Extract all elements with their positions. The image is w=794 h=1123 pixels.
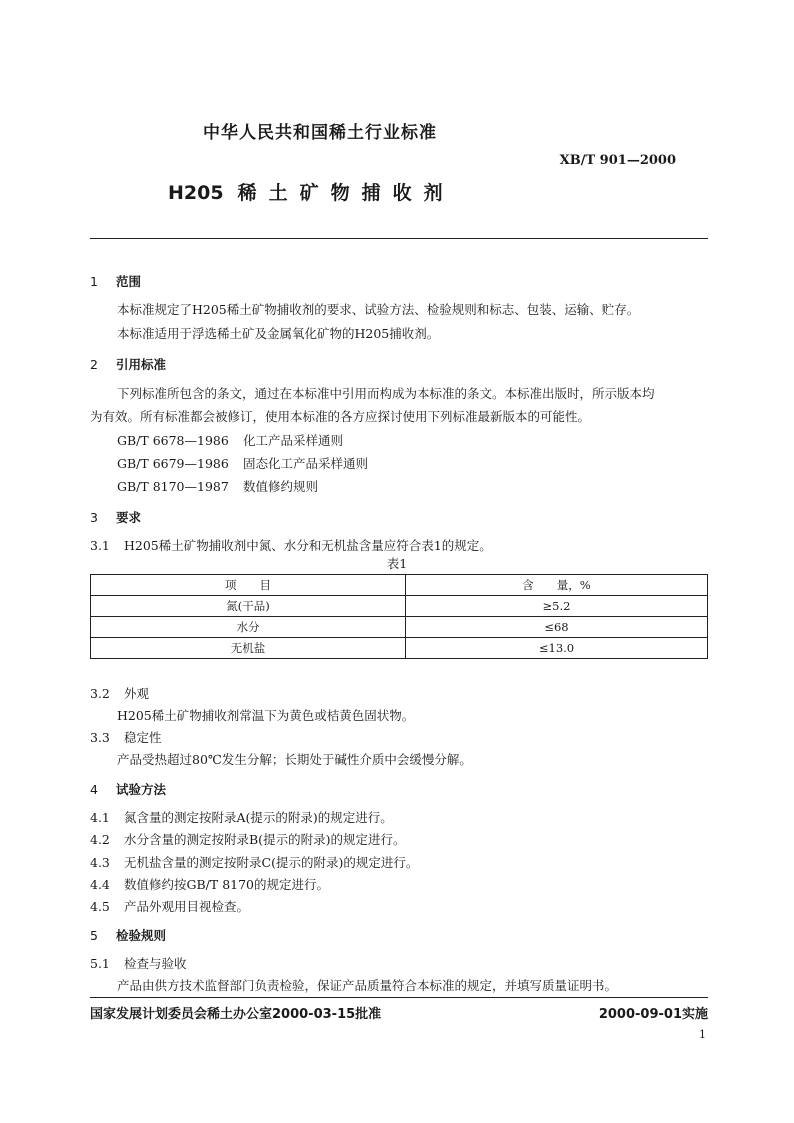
section-3-number: 3 (90, 510, 98, 525)
table-cell-value: ≤68 (406, 617, 708, 638)
section-4-number: 4 (90, 782, 98, 797)
clause-number: 4.1 (90, 810, 110, 825)
clause-number: 4.4 (90, 877, 110, 892)
section-3-title: 要求 (116, 510, 142, 525)
header-divider (90, 238, 708, 239)
clause-number: 5.1 (90, 956, 110, 971)
table-row (91, 617, 708, 638)
document-title-name: 稀土矿物捕收剂 (237, 182, 455, 204)
section-2-paragraph-line-1: 下列标准所包含的条文，通过在本标准中引用而构成为本标准的条文。本标准出版时，所示版本均 (117, 386, 655, 401)
clause-text: H205稀土矿物捕收剂中氮、水分和无机盐含量应符合表1的规定。 (124, 538, 492, 553)
table-header-item: 项 目 (91, 575, 406, 596)
reference-item (117, 477, 318, 495)
reference-code: GB/T 6679—1986 (117, 456, 229, 471)
reference-item (117, 454, 368, 472)
table-row (91, 638, 708, 659)
clause-5-1 (90, 954, 187, 972)
section-1-title: 范围 (116, 274, 142, 289)
clause-text: 水分含量的测定按附录B(提示的附录)的规定进行。 (124, 832, 406, 847)
clause-4-5 (90, 897, 249, 915)
section-4-heading (90, 780, 166, 798)
clause-number: 3.3 (90, 730, 110, 745)
clause-text: 数值修约按GB/T 8170的规定进行。 (124, 877, 330, 892)
section-2-paragraph-line-2: 为有效。所有标准都会被修订，使用本标准的各方应探讨使用下列标准最新版本的可能性。 (90, 409, 591, 424)
table-header-content: 含 量，% (406, 575, 708, 596)
table-header-row (91, 575, 708, 596)
section-1-number: 1 (90, 274, 98, 289)
section-2-title: 引用标准 (116, 357, 167, 372)
reference-title: 固态化工产品采样通则 (243, 456, 369, 471)
clause-3-2 (90, 684, 149, 702)
clause-number: 3.1 (90, 538, 110, 553)
standard-number: XB/T 901—2000 (559, 153, 676, 168)
section-1-heading (90, 272, 141, 290)
table-cell-item: 水分 (91, 617, 406, 638)
document-title-code: H205 (168, 182, 224, 204)
section-2-number: 2 (90, 357, 98, 372)
table-1 (90, 574, 708, 659)
table-cell-item: 无机盐 (91, 638, 406, 659)
clause-3-3-body: 产品受热超过80℃发生分解；长期处于碱性介质中会缓慢分解。 (117, 752, 472, 767)
clause-text: 稳定性 (124, 730, 162, 745)
implementation-date: 2000-09-01实施 (598, 1007, 708, 1022)
clause-4-3 (90, 853, 418, 871)
table-cell-value: ≤13.0 (406, 638, 708, 659)
clause-number: 4.2 (90, 832, 110, 847)
clause-3-1 (90, 536, 492, 554)
clause-text: 检查与验收 (124, 956, 187, 971)
clause-5-1-body: 产品由供方技术监督部门负责检验，保证产品质量符合本标准的规定，并填写质量证明书。 (117, 978, 618, 993)
clause-number: 4.5 (90, 899, 110, 914)
clause-3-3 (90, 728, 162, 746)
section-5-heading (90, 926, 166, 944)
reference-code: GB/T 8170—1987 (117, 479, 229, 494)
clause-text: 产品外观用目视检查。 (124, 899, 250, 914)
clause-number: 3.2 (90, 686, 110, 701)
issue-approval: 国家发展计划委员会稀土办公室2000-03-15批准 (90, 1007, 382, 1022)
footer-divider (90, 997, 708, 998)
reference-title: 化工产品采样通则 (243, 433, 344, 448)
clause-4-4 (90, 875, 329, 893)
clause-4-2 (90, 830, 405, 848)
page-number: 1 (699, 1028, 706, 1041)
section-4-title: 试验方法 (116, 782, 167, 797)
document-title (168, 178, 455, 205)
table-1-caption: 表1 (386, 556, 408, 571)
table-cell-value: ≥5.2 (406, 596, 708, 617)
clause-number: 4.3 (90, 855, 110, 870)
reference-code: GB/T 6678—1986 (117, 433, 229, 448)
section-2-heading (90, 355, 166, 373)
section-5-number: 5 (90, 928, 98, 943)
organization-title: 中华人民共和国稀土行业标准 (203, 123, 437, 143)
section-1-paragraph-2: 本标准适用于浮选稀土矿及金属氧化矿物的H205捕收剂。 (117, 326, 440, 341)
table-cell-item: 氮(干品) (91, 596, 406, 617)
clause-4-1 (90, 808, 393, 826)
clause-text: 无机盐含量的测定按附录C(提示的附录)的规定进行。 (124, 855, 419, 870)
clause-text: 外观 (124, 686, 150, 701)
reference-title: 数值修约规则 (243, 479, 319, 494)
clause-text: 氮含量的测定按附录A(提示的附录)的规定进行。 (124, 810, 393, 825)
section-1-paragraph-1: 本标准规定了H205稀土矿物捕收剂的要求、试验方法、检验规则和标志、包装、运输、贮存。 (117, 302, 640, 317)
table-row (91, 596, 708, 617)
reference-item (117, 431, 343, 449)
section-3-heading (90, 508, 141, 526)
section-5-title: 检验规则 (116, 928, 167, 943)
clause-3-2-body: H205稀土矿物捕收剂常温下为黄色或桔黄色固状物。 (117, 708, 415, 723)
